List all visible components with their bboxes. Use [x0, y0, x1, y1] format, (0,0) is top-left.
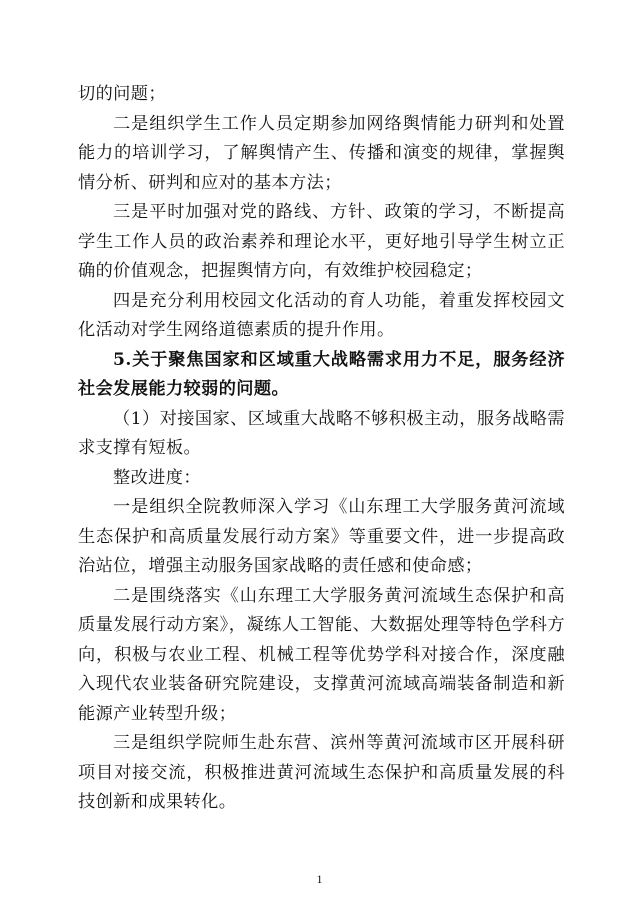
document-body [78, 80, 565, 818]
paragraph-2: 二是组织学生工作人员定期参加网络舆情能力研判和处置能力的培训学习，了解舆情产生、传播和演变的规律，掌握舆情分析、研判和应对的基本方法； [78, 113, 565, 193]
paragraph-9: 二是围绕落实《山东理工大学服务黄河流域生态保护和高质量发展行动方案》，凝练人工智能、大数据处理等特色学科方向，积极与农业工程、机械工程等优势学科对接合作，深度融入现代农业装备研究院建设，支撑黄河流域高端装备制造和新能源产业转型升级； [78, 585, 565, 724]
paragraph-4: 四是充分利用校园文化活动的育人功能，着重发挥校园文化活动对学生网络道德素质的提升作用。 [78, 290, 565, 340]
page-number: 1 [316, 872, 323, 886]
paragraph-1: 切的问题； [78, 84, 166, 104]
paragraph-10: 三是组织学院师生赴东营、滨州等黄河流域市区开展科研项目对接交流，积极推进黄河流域生态保护和高质量发展的科技创新和成果转化。 [78, 733, 565, 812]
progress-label: 整改进度： [113, 467, 201, 488]
sub-item-heading: （1）对接国家、区域重大战略不够积极主动，服务战略需求支撑有短板。 [78, 408, 565, 458]
section-heading: 5.关于聚焦国家和区域重大战略需求用力不足，服务经济社会发展能力较弱的问题。 [78, 349, 565, 399]
paragraph-8: 一是组织全院教师深入学习《山东理工大学服务黄河流域生态保护和高质量发展行动方案》等重要文件，进一步提高政治站位，增强主动服务国家战略的责任感和使命感； [78, 497, 565, 576]
paragraph-3: 三是平时加强对党的路线、方针、政策的学习，不断提高学生工作人员的政治素养和理论水平，更好地引导学生树立正确的价值观念，把握舆情方向，有效维护校园稳定； [78, 202, 565, 281]
